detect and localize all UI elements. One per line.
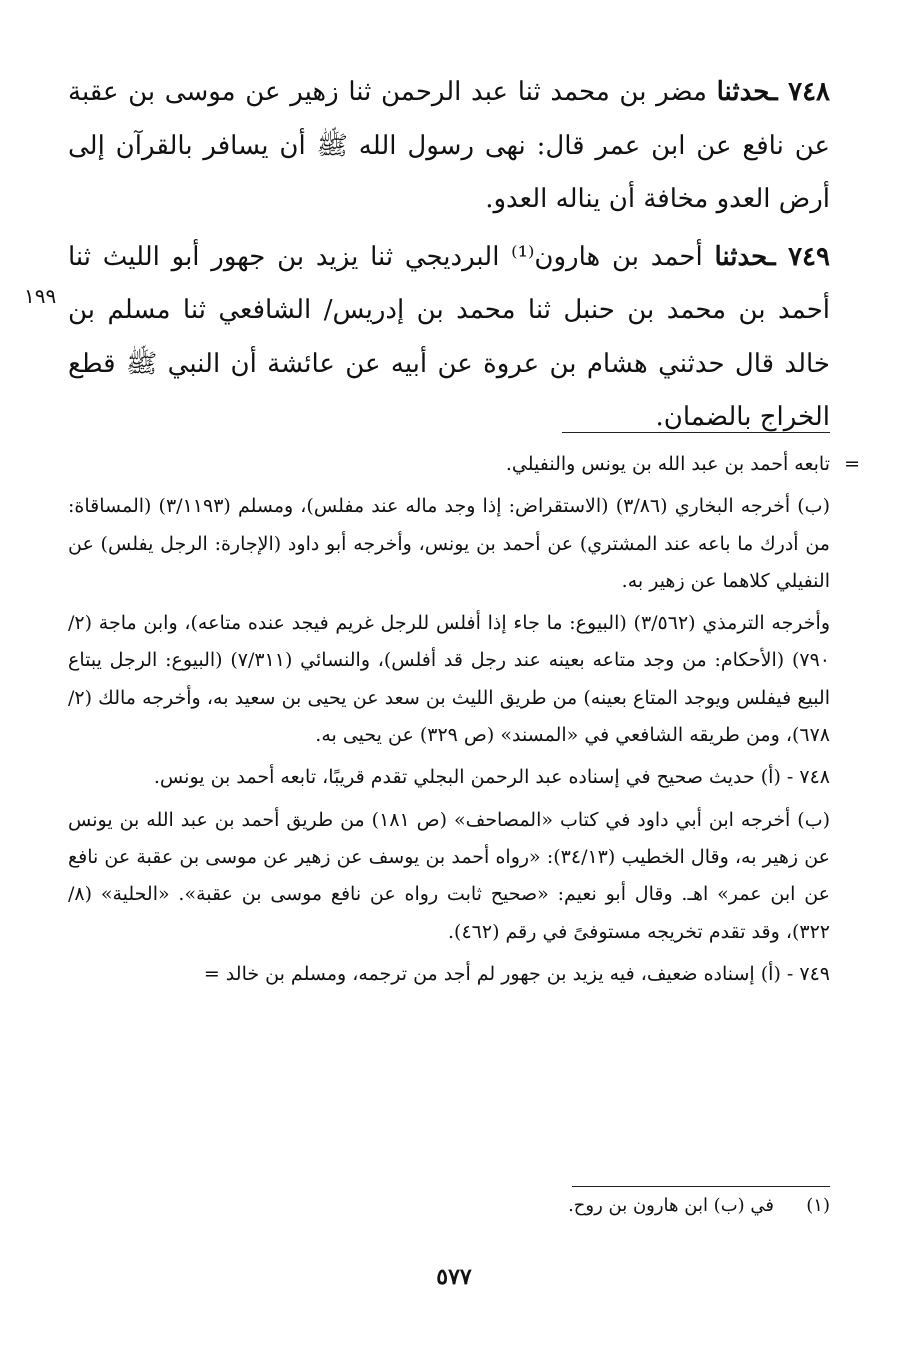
note-text: (ب) أخرجه البخاري (٣/٨٦) (الاستقراض: إذا وجد ماله عند مفلس)، ومسلم (٣/١١٩٣) (المساقاة: من أدرك ما باعه عند المشتري) عن أحمد بن يونس، وأخرجه أبو داود (الإجارة: الرجل يفلس) عن النفيلي كلاهما عن زهير به. bbox=[68, 495, 830, 592]
note-text: إسناده ضعيف، فيه يزيد بن جهور لم أجد من ترجمه، ومسلم بن خالد = bbox=[203, 962, 755, 985]
note-takhrij bbox=[68, 488, 830, 600]
note-748-grade bbox=[68, 759, 830, 796]
note-text: (ب) أخرجه ابن أبي داود في كتاب «المصاحف» (ص ١٨١) من طريق أحمد بن عبد الله بن يونس عن زهير به، وقال الخطيب (٣٤/١٣): «رواه أحمد بن يوسف عن زهير عن موسى بن عقبة عن نافع عن ابن عمر» اهـ. وقال أبو نعيم: «صحيح ثابت رواه عن نافع موسى بن عقبة». «الحلية» (٨/ ٣٢٢)، وقد تقدم تخريجه مستوفىً في رقم (٤٦٢). bbox=[68, 808, 831, 943]
notes-section bbox=[68, 446, 860, 998]
hadith-748 bbox=[68, 66, 830, 227]
footnote-number: (١) bbox=[806, 1195, 830, 1216]
note-label: ٧٤٩ - (أ) bbox=[760, 962, 830, 985]
hadith-749 bbox=[68, 231, 830, 445]
note-text: حديث صحيح في إسناده عبد الرحمن البجلي تقدم قريبًا، تابعه أحمد بن يونس. bbox=[153, 766, 755, 789]
note-749-grade bbox=[68, 956, 830, 993]
note-takhrij-continued bbox=[68, 605, 830, 754]
note-label: ٧٤٨ - (أ) bbox=[760, 766, 830, 789]
hadith-number: ٧٤٩ ـ bbox=[767, 241, 830, 272]
note-text: وأخرجه الترمذي (٣/٥٦٢) (البيوع: ما جاء إذا أفلس للرجل غريم فيجد عنده متاعه)، وابن ماجة (٢/ ٧٩٠) (الأحكام: من وجد متاعه بعينه عند رجل قد أفلس)، والنسائي (٧/٣١١) (البيوع: الرجل يبتاع البيع فيفلس ويوجد المتاع بعينه) من طريق الليث بن سعد عن يحيى بن سعيد به، وأخرجه مالك (٢/ ٦٧٨)، ومن طريقه الشافعي في «المسند» (ص ٣٢٩) عن يحيى به. bbox=[68, 612, 830, 747]
page-number: ٥٧٧ bbox=[436, 1264, 472, 1290]
hadith-text: أحمد بن هارون⁽¹⁾ البرديجي ثنا يزيد بن جهور أبو الليث ثنا أحمد بن محمد بن حنبل ثنا محمد بن إدريس/ الشافعي ثنا مسلم بن خالد قال حدثني هشام بن عروة عن أبيه عن عائشة أن النبي ﷺ قطع الخراج بالضمان. bbox=[68, 241, 830, 432]
footnote-text: في (ب) ابن هارون بن روح. bbox=[568, 1195, 774, 1216]
note-748-takhrij bbox=[68, 802, 830, 951]
hadith-lead: حدثنا bbox=[716, 77, 771, 107]
note-continuation bbox=[68, 446, 860, 483]
note-text: تابعه أحمد بن عبد الله بن يونس والنفيلي. bbox=[505, 453, 830, 475]
footnote-rule bbox=[572, 1186, 830, 1187]
margin-page-reference: ١٩٩ bbox=[24, 284, 57, 308]
hadith-lead: حدثنا bbox=[714, 241, 768, 272]
main-text bbox=[68, 66, 830, 449]
continuation-mark: = bbox=[844, 453, 860, 475]
footnote bbox=[68, 1192, 830, 1220]
separator-rule bbox=[562, 432, 830, 433]
hadith-text: مضر بن محمد ثنا عبد الرحمن ثنا زهير عن موسى بن عقبة عن نافع عن ابن عمر قال: نهى رسول الله ﷺ أن يسافر بالقرآن إلى أرض العدو مخافة أن يناله العدو. bbox=[68, 77, 830, 214]
hadith-number: ٧٤٨ ـ bbox=[770, 77, 831, 107]
